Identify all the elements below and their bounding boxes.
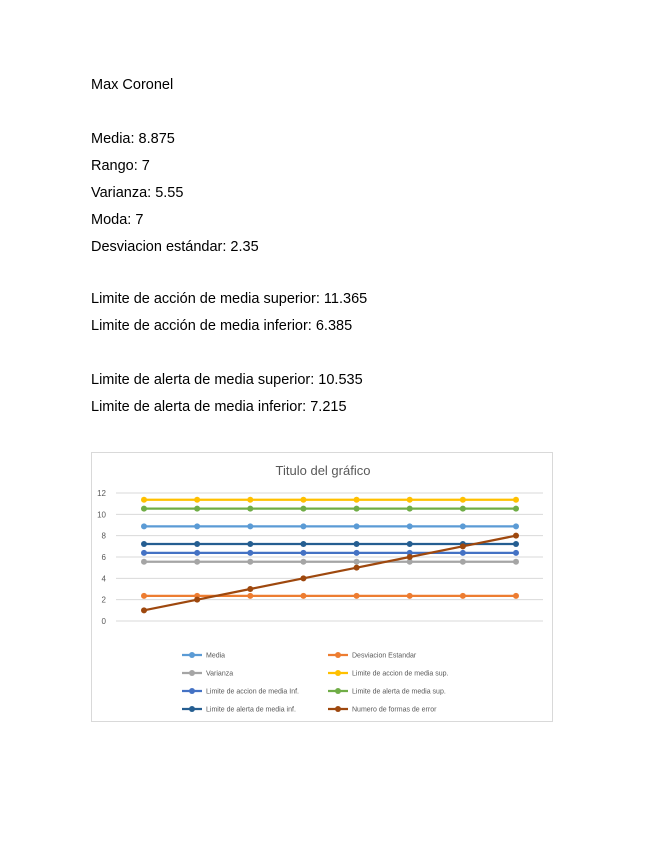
data-point bbox=[141, 607, 147, 613]
legend-label: Varianza bbox=[206, 670, 234, 678]
stat-desviacion: Desviacion estándar: 2.35 bbox=[91, 239, 259, 255]
legend-item bbox=[328, 706, 437, 714]
data-point bbox=[194, 597, 200, 603]
data-point bbox=[194, 559, 200, 565]
stat-rango: Rango: 7 bbox=[91, 158, 150, 174]
legend-swatch-marker bbox=[335, 688, 341, 694]
legend-swatch-marker bbox=[335, 706, 341, 712]
data-point bbox=[354, 550, 360, 556]
legend-item bbox=[182, 670, 233, 678]
legend-item bbox=[182, 688, 299, 696]
series-3 bbox=[141, 497, 519, 503]
data-point bbox=[194, 506, 200, 512]
alert-limit-upper: Limite de alerta de media superior: 10.535 bbox=[91, 372, 363, 388]
legend-label: Numero de formas de error bbox=[352, 706, 437, 714]
stat-moda: Moda: 7 bbox=[91, 212, 144, 228]
data-point bbox=[247, 497, 253, 503]
data-point bbox=[194, 497, 200, 503]
data-point bbox=[460, 550, 466, 556]
series-4 bbox=[141, 550, 519, 556]
data-point bbox=[141, 550, 147, 556]
data-point bbox=[513, 541, 519, 547]
data-point bbox=[354, 523, 360, 529]
legend-label: Limite de alerta de media inf. bbox=[206, 706, 296, 714]
data-point bbox=[141, 559, 147, 565]
data-point bbox=[354, 593, 360, 599]
y-tick-label: 2 bbox=[101, 595, 106, 605]
data-point bbox=[300, 523, 306, 529]
data-point bbox=[407, 541, 413, 547]
legend-item bbox=[328, 670, 449, 678]
data-point bbox=[194, 523, 200, 529]
legend-swatch-marker bbox=[189, 688, 195, 694]
data-point bbox=[354, 565, 360, 571]
legend-swatch-marker bbox=[189, 706, 195, 712]
data-point bbox=[141, 593, 147, 599]
y-tick-label: 4 bbox=[101, 574, 106, 584]
data-point bbox=[354, 506, 360, 512]
data-point bbox=[141, 523, 147, 529]
legend-swatch-marker bbox=[189, 652, 195, 658]
data-point bbox=[247, 550, 253, 556]
data-point bbox=[407, 554, 413, 560]
data-point bbox=[300, 559, 306, 565]
y-tick-label: 0 bbox=[101, 617, 106, 626]
legend-swatch-marker bbox=[335, 652, 341, 658]
data-point bbox=[300, 506, 306, 512]
legend-swatch-marker bbox=[189, 670, 195, 676]
data-point bbox=[247, 541, 253, 547]
data-point bbox=[194, 541, 200, 547]
data-point bbox=[407, 497, 413, 503]
data-point bbox=[513, 593, 519, 599]
data-point bbox=[354, 497, 360, 503]
data-point bbox=[300, 575, 306, 581]
data-point bbox=[141, 497, 147, 503]
data-point bbox=[141, 506, 147, 512]
data-point bbox=[513, 550, 519, 556]
y-tick-label: 12 bbox=[97, 489, 106, 498]
data-point bbox=[247, 559, 253, 565]
data-point bbox=[247, 523, 253, 529]
data-point bbox=[460, 506, 466, 512]
data-point bbox=[513, 506, 519, 512]
data-point bbox=[300, 541, 306, 547]
data-point bbox=[460, 543, 466, 549]
data-point bbox=[247, 506, 253, 512]
data-point bbox=[300, 497, 306, 503]
data-point bbox=[460, 523, 466, 529]
data-point bbox=[513, 559, 519, 565]
data-point bbox=[513, 497, 519, 503]
data-point bbox=[460, 559, 466, 565]
legend-label: Limite de accion de media sup. bbox=[352, 670, 449, 678]
data-point bbox=[513, 533, 519, 539]
series-5 bbox=[141, 506, 519, 512]
series-2 bbox=[141, 559, 519, 565]
author-name: Max Coronel bbox=[91, 77, 174, 93]
stat-media: Media: 8.875 bbox=[91, 131, 175, 147]
legend-label: Limite de accion de media Inf. bbox=[206, 688, 299, 696]
data-point bbox=[300, 593, 306, 599]
alert-limit-lower: Limite de alerta de media inferior: 7.215 bbox=[91, 399, 347, 415]
chart-svg bbox=[92, 453, 554, 723]
legend-item bbox=[182, 706, 296, 714]
data-point bbox=[460, 497, 466, 503]
chart-container bbox=[91, 452, 553, 722]
action-limit-lower: Limite de acción de media inferior: 6.385 bbox=[91, 318, 353, 334]
data-point bbox=[354, 559, 360, 565]
y-tick-label: 10 bbox=[97, 510, 106, 520]
series-0 bbox=[141, 523, 519, 529]
action-limit-upper: Limite de acción de media superior: 11.365 bbox=[91, 291, 368, 307]
legend-label: Media bbox=[206, 652, 226, 660]
y-tick-label: 6 bbox=[101, 553, 106, 562]
data-point bbox=[513, 523, 519, 529]
legend-label: Desviacion Estandar bbox=[352, 652, 417, 660]
data-point bbox=[247, 593, 253, 599]
stat-varianza: Varianza: 5.55 bbox=[91, 185, 184, 201]
legend-label: Limite de alerta de media sup. bbox=[352, 688, 446, 696]
y-tick-label: 8 bbox=[101, 531, 106, 541]
legend-item bbox=[328, 652, 417, 660]
data-point bbox=[407, 523, 413, 529]
data-point bbox=[141, 541, 147, 547]
data-point bbox=[194, 550, 200, 556]
data-point bbox=[354, 541, 360, 547]
data-point bbox=[407, 506, 413, 512]
data-point bbox=[460, 593, 466, 599]
data-point bbox=[247, 586, 253, 592]
legend-item bbox=[182, 652, 225, 660]
data-point bbox=[300, 550, 306, 556]
chart-title: Titulo del gráfico bbox=[275, 463, 371, 478]
data-point bbox=[407, 593, 413, 599]
legend-item bbox=[328, 688, 446, 696]
legend-swatch-marker bbox=[335, 670, 341, 676]
